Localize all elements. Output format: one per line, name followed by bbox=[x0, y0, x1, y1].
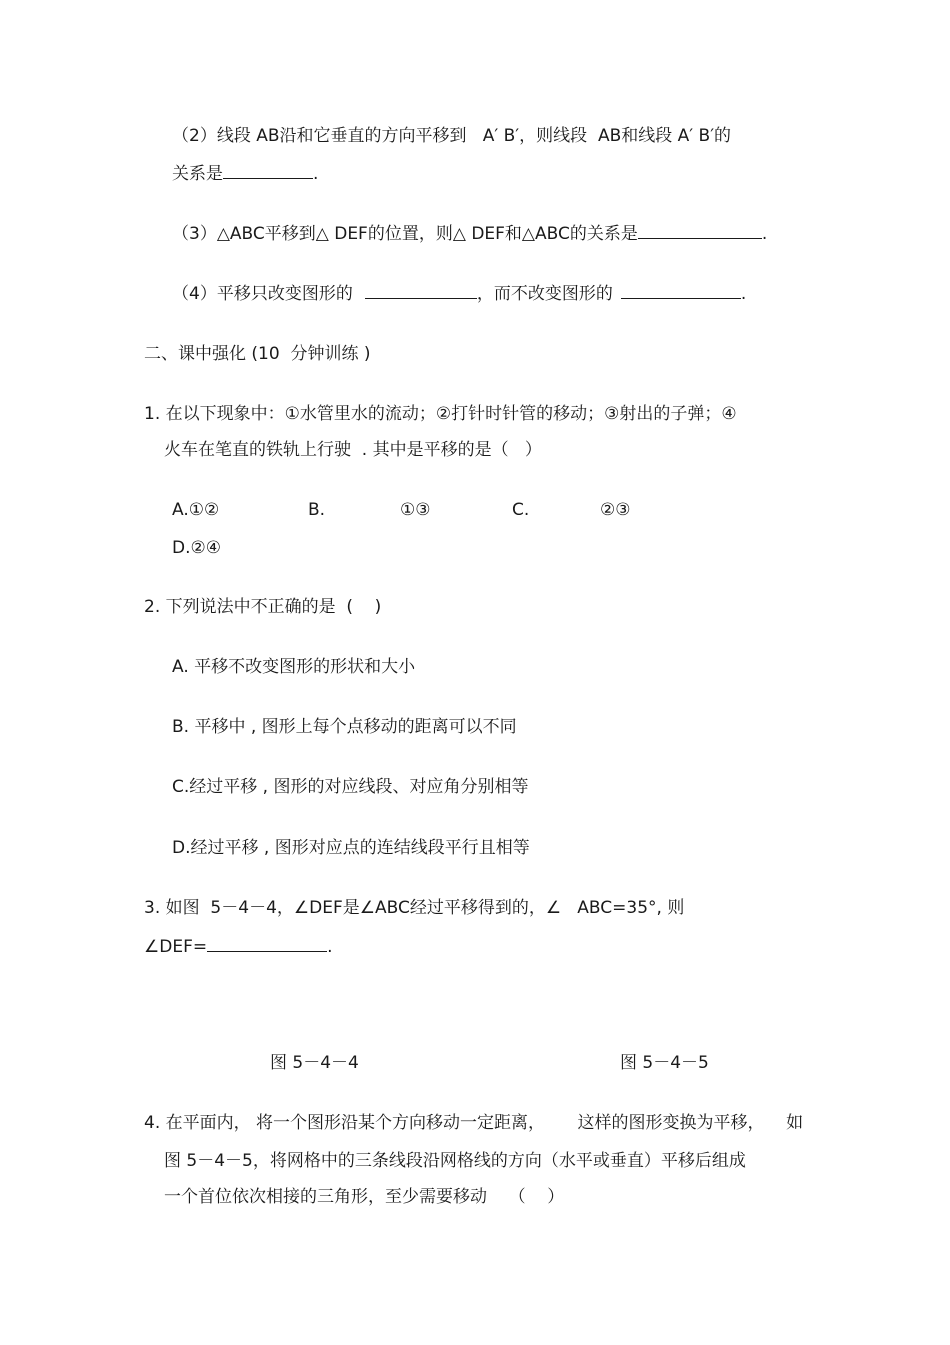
question3-line1: 3. 如图 5－4－4，∠DEF是∠ABC经过平移得到的，∠ ABC=35°, 则 bbox=[144, 898, 685, 918]
review-q2-prefix: 关系是 bbox=[172, 164, 223, 184]
review-q3-prefix: （3）△ABC平移到△ DEF的位置，则△ DEF和△ABC的关系是 bbox=[172, 224, 638, 244]
review-q2-suffix: . bbox=[313, 164, 319, 184]
review-q4 bbox=[172, 282, 746, 305]
question3-suffix: . bbox=[327, 937, 333, 957]
question1-option-c-value[interactable]: ②③ bbox=[600, 500, 631, 520]
answer-blank[interactable] bbox=[621, 282, 741, 299]
question1-option-b-value[interactable]: ①③ bbox=[400, 500, 431, 520]
review-q4-middle: ，而不改变图形的 bbox=[476, 284, 613, 304]
review-q2-line1: （2）线段 AB沿和它垂直的方向平移到 A′ B′，则线段 AB和线段 A′ B′的 bbox=[172, 126, 732, 146]
question1-option-b-label[interactable]: B. bbox=[308, 500, 326, 520]
question2-option-c[interactable]: C.经过平移 , 图形的对应线段、对应角分别相等 bbox=[172, 777, 529, 797]
figure-caption-right: 图 5－4－5 bbox=[620, 1053, 709, 1073]
review-q2-line2 bbox=[172, 162, 318, 185]
question4-line1: 4. 在平面内， 将一个图形沿某个方向移动一定距离， 这样的图形变换为平移， 如 bbox=[144, 1113, 804, 1133]
answer-blank[interactable] bbox=[223, 162, 313, 179]
review-q3-suffix: . bbox=[761, 224, 768, 244]
question1-option-c-label[interactable]: C. bbox=[512, 500, 530, 520]
answer-blank[interactable] bbox=[207, 935, 327, 952]
review-q3 bbox=[172, 222, 767, 245]
question1-option-d[interactable]: D.②④ bbox=[172, 538, 221, 558]
question4-line3: 一个首位依次相接的三角形，至少需要移动 （ ） bbox=[164, 1187, 565, 1207]
question1-line2: 火车在笔直的铁轨上行驶 . 其中是平移的是（ ） bbox=[164, 440, 542, 460]
question3-line2 bbox=[144, 935, 333, 958]
question2-stem: 2. 下列说法中不正确的是 ( ) bbox=[144, 597, 382, 617]
answer-blank[interactable] bbox=[638, 222, 762, 239]
section2-heading: 二、课中强化 (10 分钟训练 ) bbox=[144, 344, 371, 364]
question4-line2: 图 5－4－5，将网格中的三条线段沿网格线的方向（水平或垂直）平移后组成 bbox=[164, 1151, 746, 1171]
answer-blank[interactable] bbox=[365, 282, 477, 299]
question2-option-b[interactable]: B. 平移中 , 图形上每个点移动的距离可以不同 bbox=[172, 717, 517, 737]
question1-line1: 1. 在以下现象中：①水管里水的流动；②打针时针管的移动；③射出的子弹；④ bbox=[144, 404, 737, 424]
review-q4-suffix: . bbox=[740, 284, 747, 304]
figure-caption-left: 图 5－4－4 bbox=[270, 1053, 359, 1073]
question2-option-a[interactable]: A. 平移不改变图形的形状和大小 bbox=[172, 657, 416, 677]
question1-option-a[interactable]: A.①② bbox=[172, 500, 220, 520]
review-q4-prefix: （4）平移只改变图形的 bbox=[172, 284, 353, 304]
question3-prefix: ∠DEF= bbox=[144, 937, 208, 957]
question2-option-d[interactable]: D.经过平移 , 图形对应点的连结线段平行且相等 bbox=[172, 838, 530, 858]
